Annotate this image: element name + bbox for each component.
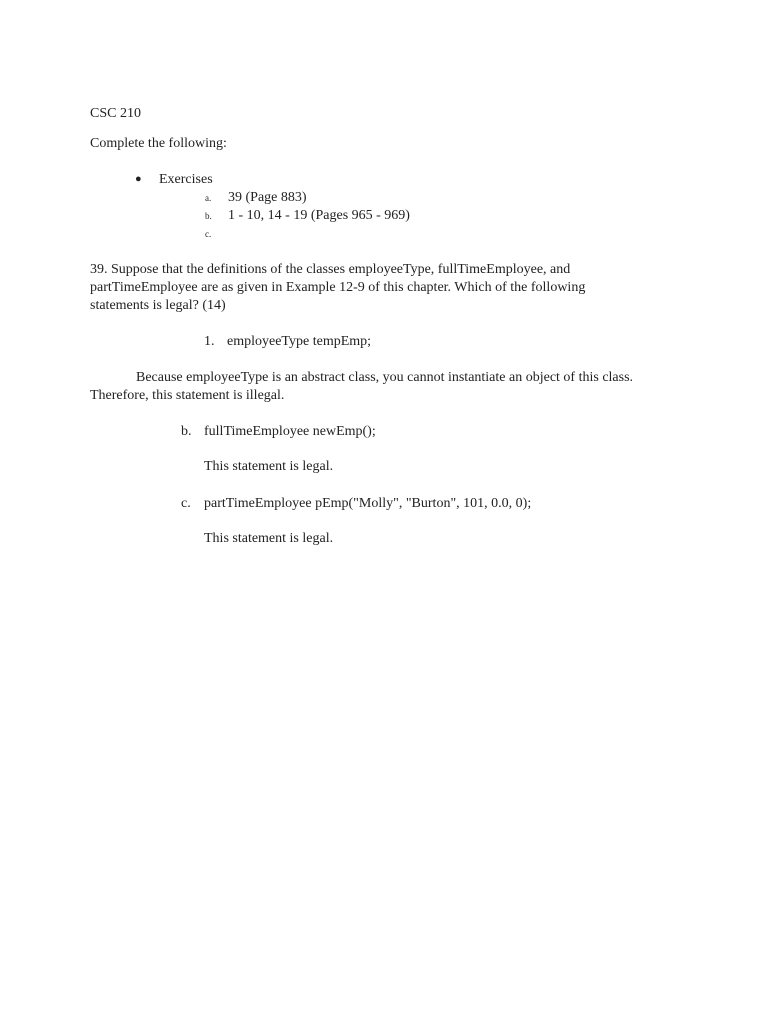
list-item-marker: c. [205,229,212,239]
course-code: CSC 210 [90,106,141,121]
answer-explanation: Therefore, this statement is illegal. [90,388,285,403]
list-item-marker: b. [205,211,212,221]
answer-marker: c. [181,496,191,511]
question-line: 39. Suppose that the definitions of the classes employeeType, fullTimeEmployee, and [90,262,571,277]
answer-explanation: This statement is legal. [204,531,334,546]
answer-statement: partTimeEmployee pEmp("Molly", "Burton", 101, 0.0, 0); [204,496,532,511]
answer-statement: fullTimeEmployee newEmp(); [204,424,376,439]
answer-marker: b. [181,424,192,439]
answer-explanation: Because employeeType is an abstract class, you cannot instantiate an object of this class. [136,370,634,385]
bullet-label: Exercises [159,172,213,187]
list-item-text: 39 (Page 883) [228,190,307,205]
question-line: partTimeEmployee are as given in Example 12-9 of this chapter. Which of the following [90,280,586,295]
answer-explanation: This statement is legal. [204,459,334,474]
bullet-marker: ● [135,173,142,185]
question-line: statements is legal? (14) [90,298,226,313]
answer-marker: 1. [204,334,215,349]
intro-text: Complete the following: [90,136,227,151]
list-item-marker: a. [205,193,212,203]
answer-statement: employeeType tempEmp; [227,334,372,349]
list-item-text: 1 - 10, 14 - 19 (Pages 965 - 969) [228,208,410,223]
